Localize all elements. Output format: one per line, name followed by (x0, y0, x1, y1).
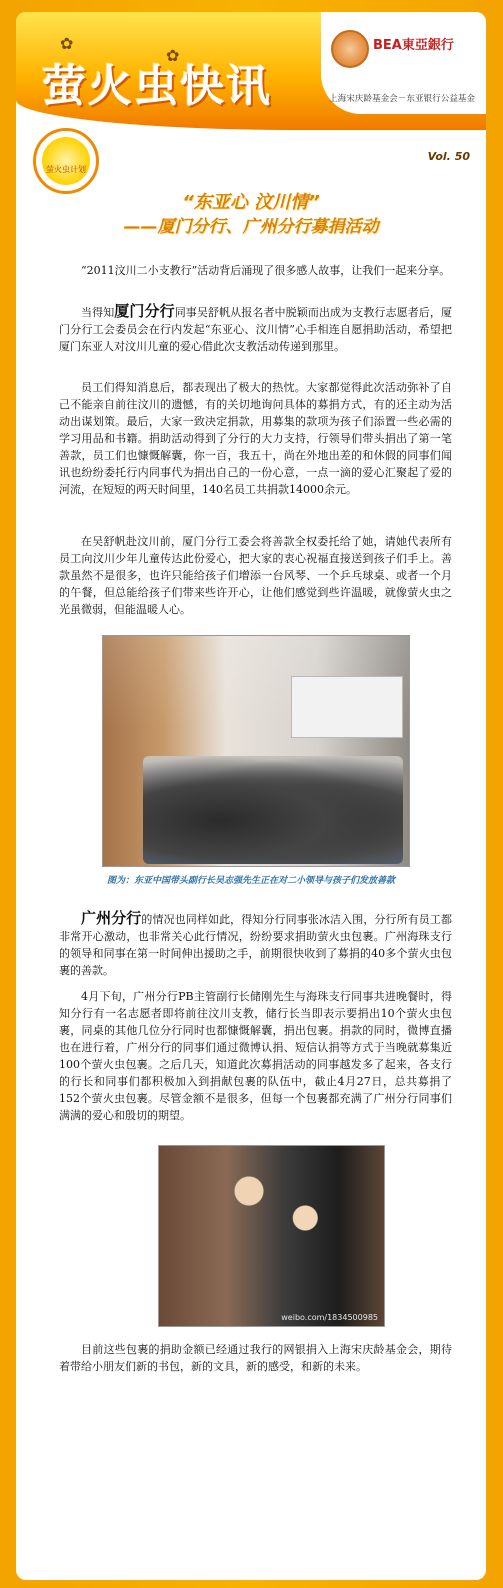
bee-icon: ✿ (166, 46, 180, 65)
photo-watermark: weibo.com/1834500985 (281, 1313, 378, 1322)
newsletter-sheet (16, 12, 486, 1580)
sponsor-logo-area (321, 12, 486, 114)
paragraph-xiamen-donation: 员工们得知消息后，都表现出了极大的热忱。大家都觉得此次活动弥补了自己不能亲自前往汶川的遗憾，有的关切地询问具体的募捐方式，有的还主动为活动出谋划策。最后，大家一致决定捐款，用募集的款项为孩子们添置一些必需的学习用品和书籍。捐助活动得到了分行的大力支持，行领导们带头捐出了第一笔善款，员工们也慷慨解囊，你一百，我五十，尚在外地出差的和休假的同事们闻讯也纷纷委托行内同事代为捐出自己的一份心意，一点一滴的爱心汇聚起了爱的河流，在短短的两天时间里，140名员工共捐款14000余元。 (59, 381, 452, 496)
newsletter-title: 萤火虫快讯 (42, 61, 272, 112)
paragraph-guangzhou-donation: 4月下旬，广州分行PB主管副行长储刚先生与海珠支行同事共进晚餐时，得知分行有一名志愿者即将前往汶川支教，储行长当即表示要捐出10个萤火虫包裹，同桌的其他几位分行同时也都慷慨解囊，捐出包裹。捐款的同时，微博直播也在进行着，广州分行的同事们通过微博认捐、短信认捐等方式于当晚就募集近100个萤火虫包裹。之后几天，知道此次募捐活动的同事越发多了起来，各支行的行长和同事们都积极加入到捐献包裹的队伍中，截止4月27日，总共募捐了152个萤火虫包裹。尽管金额不是很多，但每一个包裹都充满了广州分行同事们满满的爱心和殷切的期望。 (59, 990, 452, 1122)
guangzhou-branch-emphasis: 广州分行 (81, 909, 142, 927)
firefly-badge-icon (33, 128, 99, 194)
article-title-line2: ——厦门分行、广州分行募捐活动 (123, 217, 379, 237)
donation-photo (158, 1145, 385, 1327)
paragraph-guangzhou-intro: 广州分行的情况也同样如此，得知分行同事张冰洁入围，分行所有员工都非常开心激动，也非常关心此行情况，纷纷要求捐助萤火虫包裹。广州海珠支行的领导和同事在第一时间伸出援助之手，前期很快收到了募捐的40多个萤火虫包裹的善款。 (59, 909, 452, 977)
paragraph-closing: 目前这些包裹的捐助金额已经通过我行的网银捐入上海宋庆龄基金会，期待着带给小朋友们新的书包，新的文具，新的感受，和新的未来。 (59, 1343, 452, 1373)
foundation-name: 上海宋庆龄基金会－东亚银行公益基金 (329, 94, 476, 104)
xiamen-branch-emphasis: 厦门分行 (114, 302, 175, 320)
volume-number: Vol. 50 (427, 150, 470, 163)
seal-icon (331, 30, 369, 68)
classroom-photo (102, 635, 410, 867)
paragraph-xiamen-delivery: 在吴舒帆赴汶川前，厦门分行工委会将善款全权委托给了她，请她代表所有员工向汶川少年儿童传达此份爱心，把大家的衷心祝福直接送到孩子们手上。善款虽然不是很多，也许只能给孩子们增添一台风琴、一个乒乓球桌、或者一个月的午餐，但总能给孩子们带来些许开心，让他们感觉到些许温暖，就像萤火虫之光虽微弱，但能温暖人心。 (59, 535, 452, 616)
photo-caption: 图为：东亚中国带头副行长吴志强先生正在对二小领导与孩子们发放善款 (106, 876, 395, 886)
photo-children (143, 756, 403, 864)
bank-logo: BEA東亞銀行 (373, 38, 454, 53)
badge-label: 萤火虫计划 (46, 165, 86, 174)
photo-banner (291, 676, 403, 738)
paragraph-intro: “2011汶川二小支教行”活动背后涌现了很多感人故事，让我们一起来分享。 (81, 264, 451, 277)
bee-icon: ✿ (60, 34, 74, 53)
article-title-line1: “东亚心 汶川情” (182, 192, 320, 213)
paragraph-xiamen-intro: 当得知厦门分行同事吴舒帆从报名者中脱颖而出成为支教行志愿者后，厦门分行工会委员会在行内发起“东亚心、汶川情”心手相连自愿捐助活动，希望把厦门东亚人对汶川儿童的爱心借此次支教活动传递到那里。 (59, 302, 452, 353)
